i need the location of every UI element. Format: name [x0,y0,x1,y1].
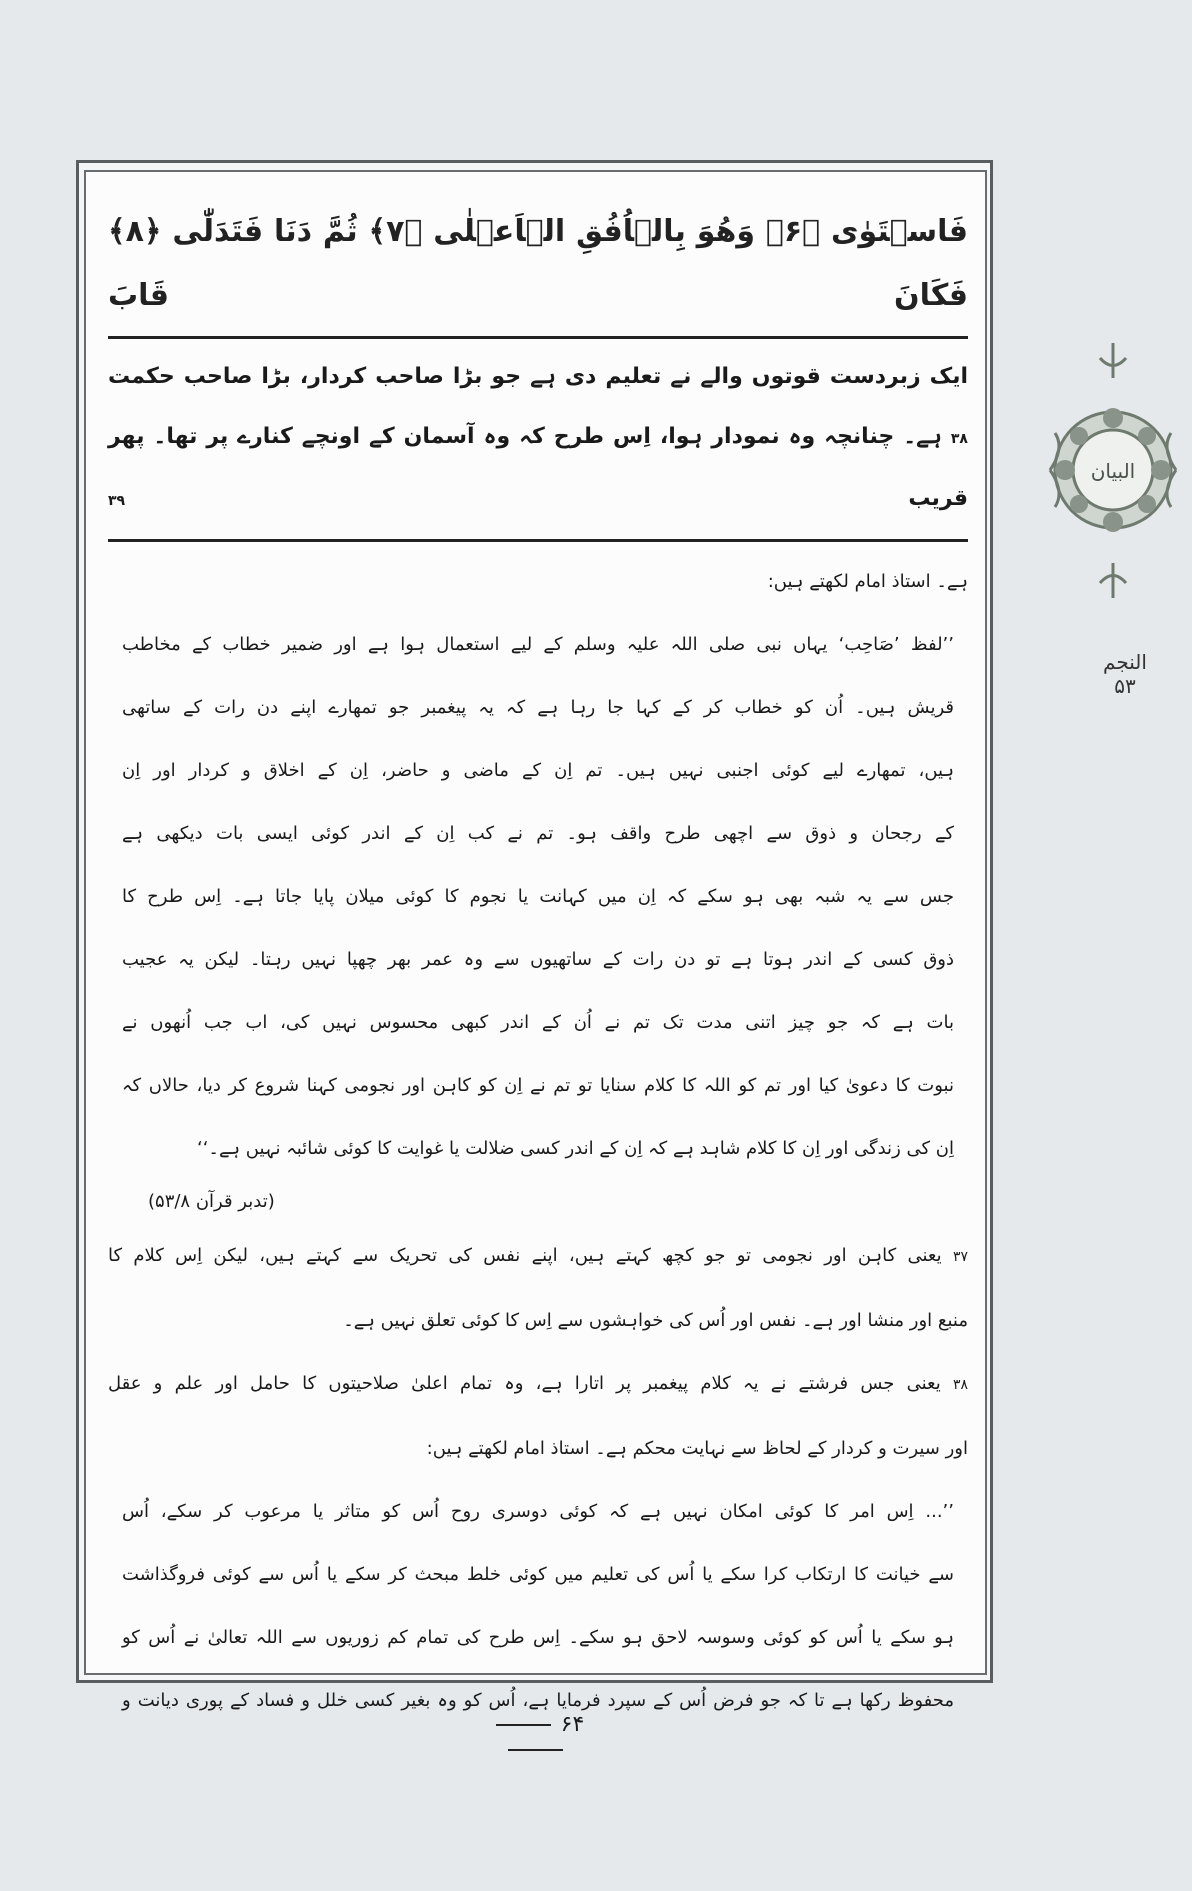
note-37-line-2: منبع اور منشا اور ہے۔ نفس اور اُس کی خواہشوں سے اِس کا کوئی تعلق نہیں ہے۔ [343,1310,968,1331]
translation-note-number: ۳۹ [108,493,126,509]
translation-note-number: ۳۸ [950,431,968,447]
note-38-line-2: اور سیرت و کردار کے لحاظ سے نہایت محکم ہے۔ استاذ امام لکھتے ہیں: [426,1438,968,1459]
translation-line-1: ایک زبردست قوتوں والے نے تعلیم دی ہے جو بڑا صاحب کردار، بڑا صاحب حکمت [108,364,968,389]
quote-1-line: کے رجحان و ذوق سے اچھی طرح واقف ہو۔ تم نے کب اِن کے اندر کوئی ایسی بات دیکھی ہے [122,823,954,844]
quote-2-line: ہو سکے یا اُس کو کوئی وسوسہ لاحق ہو سکے۔ اِس طرح کی تمام کم زوریوں سے اللہ تعالیٰ نے اُس کو [122,1627,954,1648]
quote-2 [108,1480,968,1732]
note-38-line-1 [108,1352,968,1417]
quote-1-line: ذوق کسی کے اندر ہوتا ہے تو دن رات کے ساتھیوں سے وہ عمر بھر چھپا نہیں رہتا۔ لیکن یہ عجیب [122,949,954,970]
note-number: ۳۷ [952,1249,968,1265]
quran-ayah-line: فَاسۡتَوٰی ﴿۶﴾ وَهُوَ بِالۡاُفُقِ الۡاَعۡلٰی ﴿۷﴾ ثُمَّ دَنَا فَتَدَلّٰی ﴿۸﴾ فَكَانَ قَابَ [108,214,968,313]
divider [108,336,968,339]
quote-1-line: ہیں، تمھارے لیے کوئی اجنبی نہیں ہیں۔ تم اِن کے ماضی و حاضر، اِن کے اخلاق و کردار اور اِن [122,760,954,781]
quote-2-line: محفوظ رکھا ہے تا کہ جو فرض اُس کے سپرد فرمایا ہے، اُس کو وہ بغیر کسی خلل و فساد کے پوری دیانت و [122,1690,954,1711]
page-content [108,200,968,1732]
quote-1-line: قریش ہیں۔ اُن کو خطاب کر کے کہا جا رہا ہے کہ یہ پیغمبر جو تمھارے اپنے دن رات کے ساتھی [122,697,954,718]
intro-line: ہے۔ استاذ امام لکھتے ہیں: [767,571,968,592]
note-text: یعنی کاہن اور نجومی تو جو کچھ کہتے ہیں، اپنے نفس کی تحریک سے کہتے ہیں، لیکن اِس کلام کا [108,1245,942,1266]
dash [508,1749,563,1751]
page-number [450,1712,620,1762]
divider [108,539,968,542]
quote-1-line: بات ہے کہ جو چیز اتنی مدت تک تم نے اُن کے اندر کبھی محسوس نہیں کی، اب جب اُنھوں نے [122,1012,954,1033]
ornament-title: البیان [1090,459,1136,483]
quote-2-line: سے خیانت کا ارتکاب کرا سکے یا اُس کی تعلیم میں کوئی خلط مبحث کر سکے یا اُس سے کوئی فروگذاشت [122,1564,954,1585]
quote-1 [108,613,968,1180]
ornament-medallion-icon [1040,338,1186,603]
quote-1-line: ’’لفظ ’صَاحِب‘ یہاں نبی صلی اللہ علیہ وسلم کے لیے استعمال ہوا ہے اور ضمیر خطاب کے مخاطب [122,634,954,655]
quote-1-line: جس سے یہ شبہ بھی ہو سکے کہ اِن میں کہانت یا نجوم کا کوئی میلان پایا جاتا ہے۔ اِس طرح کا [122,886,954,907]
quote-1-line: اِن کی زندگی اور اِن کا کلام شاہد ہے کہ اِن کے اندر کسی ضلالت یا غوایت کا کوئی شائبہ نہیں ہے۔‘‘ [196,1138,954,1159]
dash [496,1724,551,1726]
surah-label [1090,650,1160,698]
note-text: یعنی جس فرشتے نے یہ کلام پیغمبر پر اتارا ہے، وہ تمام اعلیٰ صلاحیتوں کا حامل اور علم و عقل [108,1373,941,1394]
translation-line-2 [108,407,968,531]
citation: (تدبر قرآن ۵۳/۸) [148,1191,275,1212]
page-number-text: ۶۴ [560,1712,585,1737]
quote-1-line: نبوت کا دعویٰ کیا اور تم کو اللہ کا کلام سنایا تو تم نے اِن کو کاہن اور نجومی کہنا شروع کر دیا، حالاں کہ [122,1075,954,1096]
quote-2-line: ’’... اِس امر کا کوئی امکان نہیں ہے کہ کوئی دوسری روح اُس کو متاثر یا مرعوب کر سکے، اُس [122,1501,954,1522]
note-number: ۳۸ [952,1377,968,1393]
note-37-line-1 [108,1224,968,1289]
surah-name: النجم [1103,650,1147,674]
surah-number: ۵۳ [1114,674,1136,698]
translation-text: ہے۔ چنانچہ وہ نمودار ہوا، اِس طرح کہ وہ آسمان کے اونچے کنارے پر تھا۔ پھر قریب [108,424,968,511]
